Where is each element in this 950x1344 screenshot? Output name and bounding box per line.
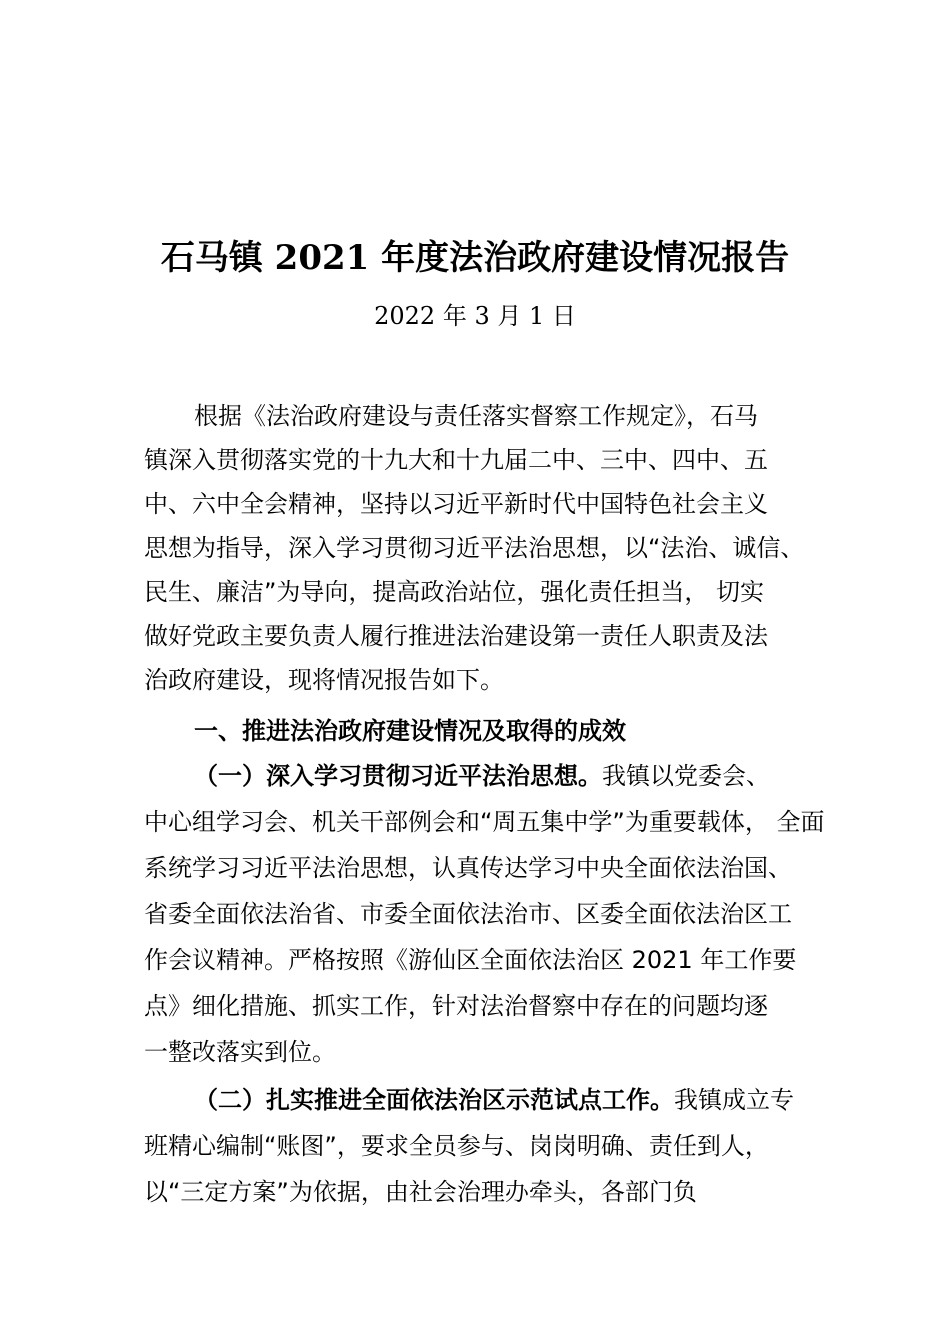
sub1-line-3: 系统学习习近平法治思想，认真传达学习中央全面依法治国、	[144, 854, 792, 882]
sub1-line-4: 省委全面依法治省、市委全面依法治市、区委全面依法治区工	[144, 900, 792, 928]
sub1-first-line	[194, 756, 770, 796]
sub1-line-5: 作会议精神。严格按照《游仙区全面依法治区 2021 年工作要	[144, 946, 797, 974]
sub2-heading: （二）扎实推进全面依法治区示范试点工作。	[194, 1086, 674, 1114]
intro-line-6: 做好党政主要负责人履行推进法治建设第一责任人职责及法	[144, 622, 768, 650]
sub1-line-6: 点》细化措施、抓实工作，针对法治督察中存在的问题均逐	[144, 992, 768, 1020]
document-title: 石马镇 2021 年度法治政府建设情况报告	[160, 238, 790, 278]
intro-line-3: 中、六中全会精神，坚持以习近平新时代中国特色社会主义	[144, 490, 768, 518]
sub2-first-line	[194, 1080, 794, 1120]
document-date: 2022 年 3 月 1 日	[374, 302, 576, 330]
intro-line-4: 思想为指导，深入学习贯彻习近平法治思想，以“法治、诚信、	[144, 534, 805, 562]
intro-line-7: 治政府建设，现将情况报告如下。	[144, 666, 504, 694]
sub2-line-3: 以“三定方案”为依据，由社会治理办牵头，各部门负	[144, 1178, 697, 1206]
sub1-line-7: 一整改落实到位。	[144, 1038, 336, 1066]
intro-line-2: 镇深入贯彻落实党的十九大和十九届二中、三中、四中、五	[144, 446, 768, 474]
intro-line-5: 民生、廉洁”为导向，提高政治站位，强化责任担当， 切实	[144, 578, 765, 606]
sub1-heading: （一）深入学习贯彻习近平法治思想。	[194, 762, 602, 790]
sub2-first-line-text: 我镇成立专	[674, 1086, 794, 1114]
sub1-first-line-text: 我镇以党委会、	[602, 762, 770, 790]
sub2-line-2: 班精心编制“账图”，要求全员参与、岗岗明确、责任到人，	[144, 1132, 769, 1160]
section-1-heading: 一、推进法治政府建设情况及取得的成效	[194, 717, 626, 745]
intro-line-1: 根据《法治政府建设与责任落实督察工作规定》，石马	[194, 402, 758, 430]
sub1-line-2: 中心组学习会、机关干部例会和“周五集中学”为重要载体， 全面	[144, 808, 825, 836]
